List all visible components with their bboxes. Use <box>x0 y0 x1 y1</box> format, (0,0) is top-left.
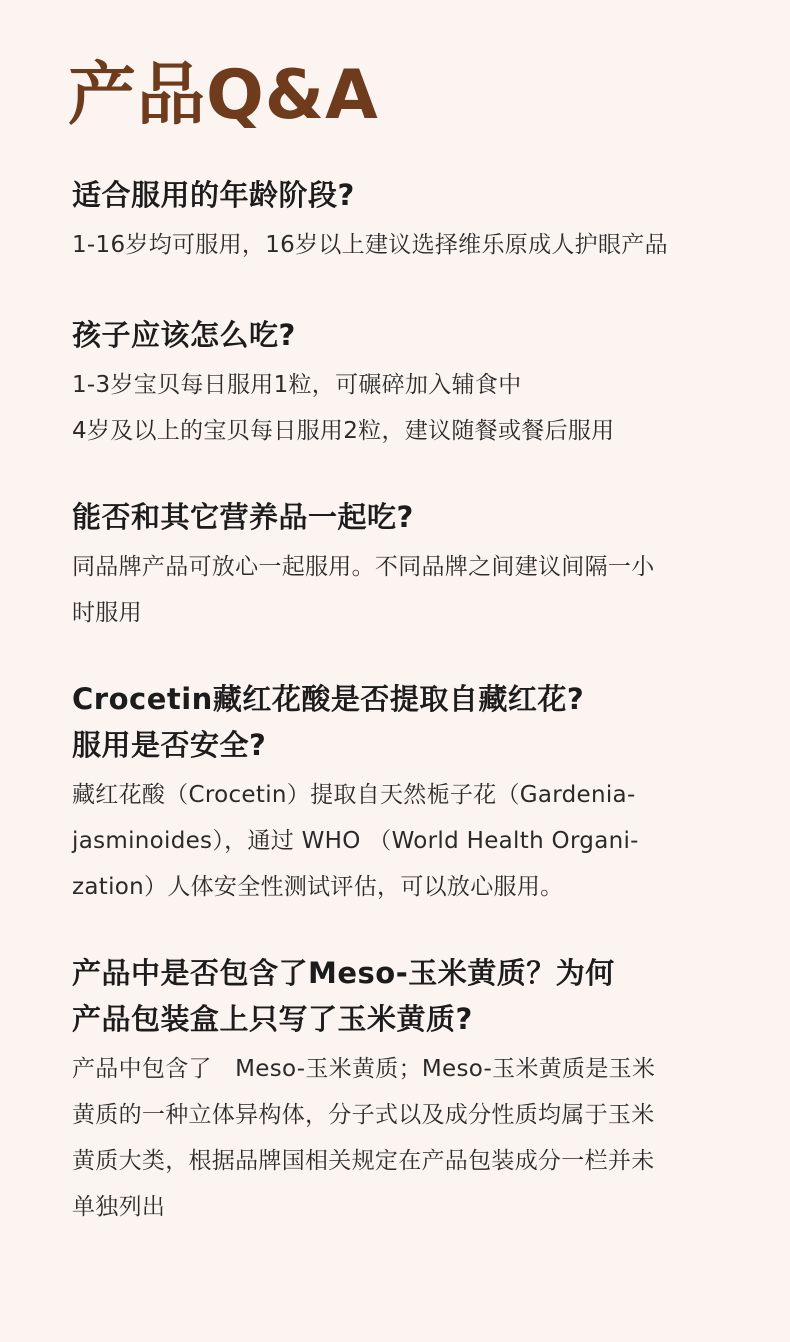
question-line: 产品中是否包含了Meso-玉米黄质？为何 <box>72 956 615 990</box>
qa-item-meso-zeaxanthin <box>72 950 732 1230</box>
question-line: 孩子应该怎么吃? <box>72 318 296 352</box>
answer <box>72 544 732 636</box>
answer <box>72 362 732 454</box>
qa-item-dosage <box>72 312 732 454</box>
question <box>72 172 732 218</box>
question <box>72 676 732 768</box>
qa-item-age <box>72 172 732 268</box>
answer-line: 产品中包含了 Meso-玉米黄质；Meso-玉米黄质是玉米 <box>72 1056 656 1082</box>
answer-line: 同品牌产品可放心一起服用。不同品牌之间建议间隔一小 <box>72 554 655 580</box>
page-title: 产品Q&A <box>68 56 379 135</box>
answer-line: 时服用 <box>72 600 142 626</box>
answer-line: 4岁及以上的宝贝每日服用2粒，建议随餐或餐后服用 <box>72 418 615 444</box>
answer-line: 1-3岁宝贝每日服用1粒，可碾碎加入辅食中 <box>72 372 522 398</box>
question-line: 能否和其它营养品一起吃? <box>72 500 414 534</box>
answer-line: zation）人体安全性测试评估，可以放心服用。 <box>72 874 564 900</box>
question <box>72 950 732 1042</box>
answer <box>72 222 732 268</box>
question-line: 产品包装盒上只写了玉米黄质? <box>72 1002 473 1036</box>
question <box>72 312 732 358</box>
qa-item-crocetin <box>72 676 732 910</box>
answer <box>72 1046 732 1230</box>
answer-line: 藏红花酸（Crocetin）提取自天然栀子花（Gardenia- <box>72 782 636 808</box>
answer-line: 单独列出 <box>72 1194 166 1220</box>
qa-item-combination <box>72 494 732 636</box>
answer <box>72 772 732 910</box>
answer-line: 黄质的一种立体异构体，分子式以及成分性质均属于玉米 <box>72 1102 655 1128</box>
answer-line: 1-16岁均可服用，16岁以上建议选择维乐原成人护眼产品 <box>72 232 668 258</box>
question-line: Crocetin藏红花酸是否提取自藏红花? <box>72 682 585 716</box>
question-line: 适合服用的年龄阶段? <box>72 178 355 212</box>
answer-line: jasminoides），通过 WHO （World Health Organi- <box>72 828 639 854</box>
question-line: 服用是否安全? <box>72 728 267 762</box>
answer-line: 黄质大类，根据品牌国相关规定在产品包装成分一栏并未 <box>72 1148 655 1174</box>
question <box>72 494 732 540</box>
